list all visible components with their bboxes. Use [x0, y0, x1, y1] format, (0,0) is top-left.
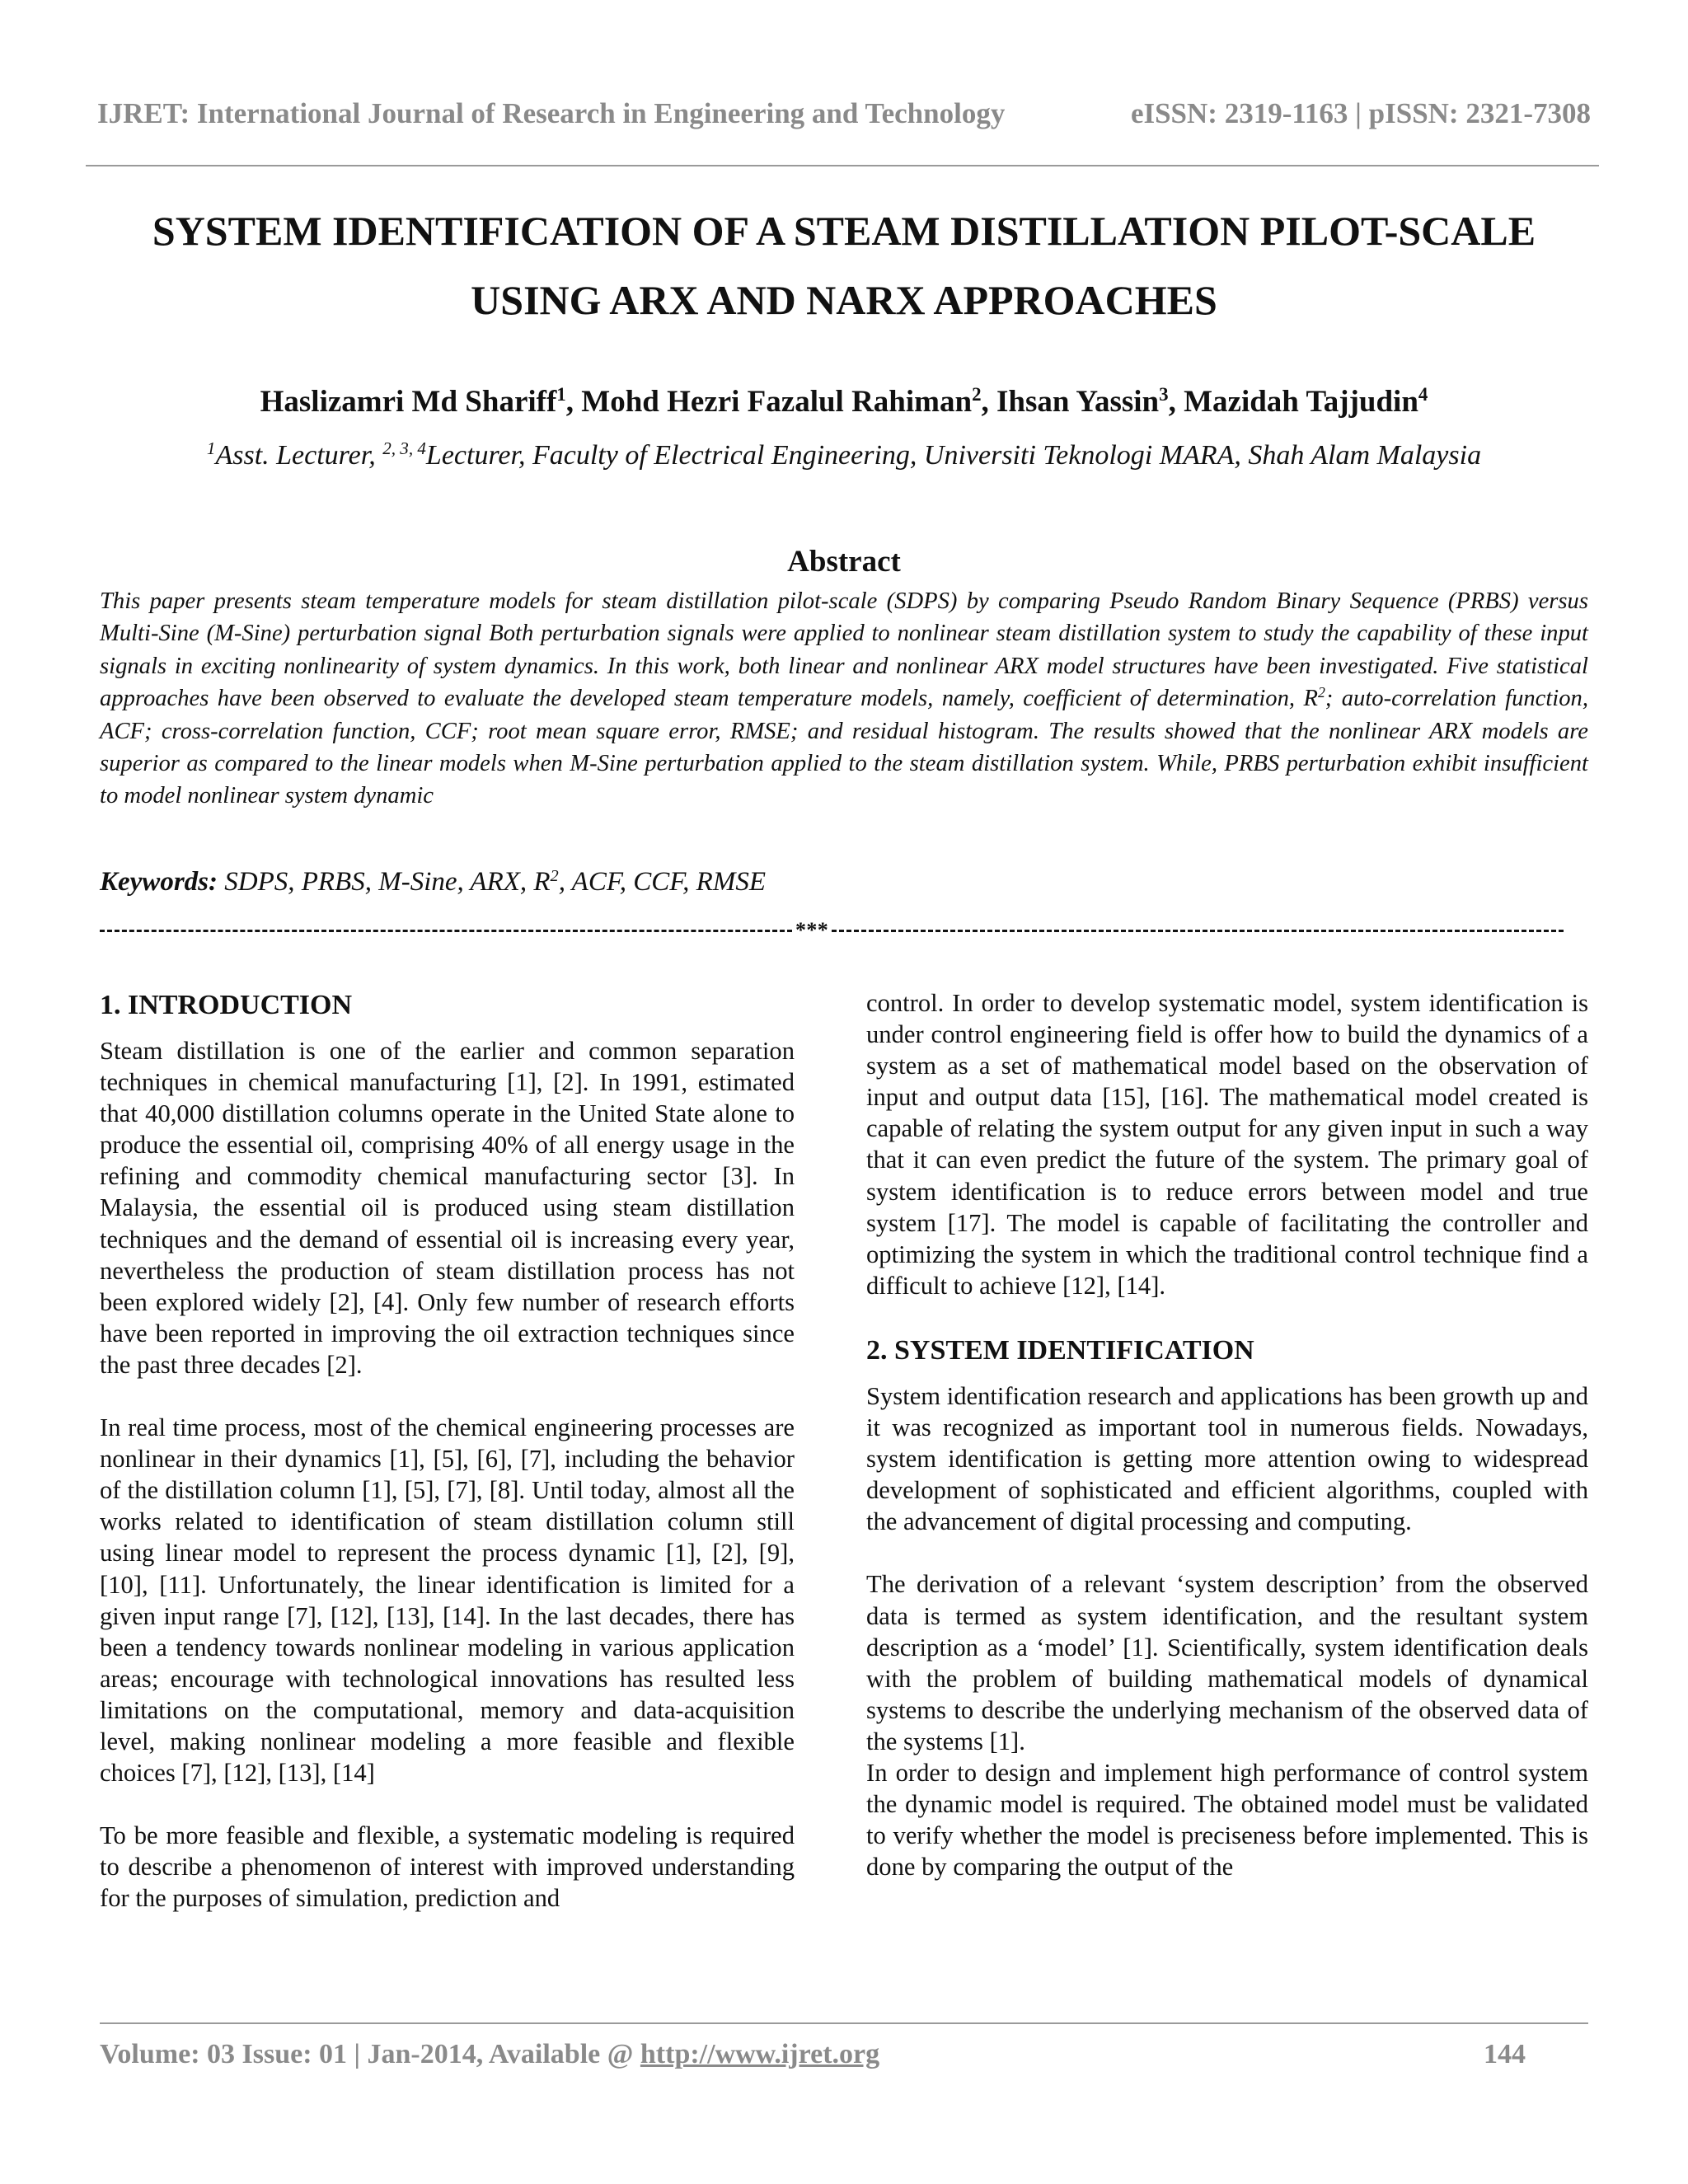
abstract-text-part: This paper presents steam temperature models for steam distillation pilot-scale (SDPS) by comparing Pseudo Random Binary Sequence (PRBS) versus Multi-Sine (M-Sine) perturbation signal Both perturbation signals were applied to nonlinear steam distillation system to study the capability of these input signals in exciting nonlinearity of system dynamics. In this work, both linear and nonlinear ARX model structures have been investigated. Five statistical approaches have been observed to evaluate the developed steam temperature models, namely, coefficient of determination, R [100, 588, 1588, 712]
author-sup: 2 [972, 384, 982, 405]
header-rule [86, 165, 1599, 166]
separator-dashes-right [832, 930, 1564, 932]
section-heading-introduction: 1. INTRODUCTION [100, 990, 353, 1020]
running-footer [100, 2039, 1526, 2070]
section-separator [100, 916, 1588, 943]
paragraph: In real time process, most of the chemical engineering processes are nonlinear in their dynamics [1], [5], [6], [7], including the behavior of the distillation column [1], [5], [7], [8]. Until today, almost all the works related to identification of steam distillation column still using linear model to represent the process dynamic [1], [2], [9], [10], [11]. Unfortunately, the linear identification is limited for a given input range [7], [12], [13], [14]. In the last decades, there has been a tendency towards nonlinear modeling in various application areas; encourage with technological innovations has resulted less limitations on the computational, memory and data-acquisition level, making nonlinear modeling a more feasible and flexible choices [7], [12], [13], [14] [100, 1413, 795, 1788]
affiliation-sup: 1 [206, 438, 216, 459]
journal-link[interactable]: http://www.ijret.org [640, 2039, 880, 2069]
author-sup: 4 [1418, 384, 1428, 405]
author-name: Ihsan Yassin [996, 385, 1160, 419]
paper-title: SYSTEM IDENTIFICATION OF A STEAM DISTILLATION PILOT-SCALE USING ARX AND NARX APPROACHES [152, 208, 1536, 323]
paragraph: The derivation of a relevant ‘system description’ from the observed data is termed as system identification, and the resultant system description as a ‘model’ [1]. Scientifically, system identification deals with the problem of building mathematical models of dynamical systems to describe the underlying mechanism of the observed data of the systems [1]. [866, 1570, 1588, 1755]
keywords-label: Keywords: [100, 867, 218, 897]
section-heading-system-identification: 2. SYSTEM IDENTIFICATION [866, 1334, 1254, 1366]
separator-dashes-left [100, 930, 792, 932]
abstract-text-part: ; auto-correlation function, ACF; cross-correlation function, CCF; root mean square error, RMSE; and residual histogram. The results showed that the nonlinear ARX models are superior as compared to the linear models when M-Sine perturbation applied to the steam distillation system. While, PRBS perturbation exhibit insufficient to model nonlinear system dynamic [100, 686, 1588, 809]
author-sup: 3 [1159, 384, 1169, 405]
author-name: Haslizamri Md Shariff [260, 385, 557, 419]
author-sup: 1 [556, 384, 566, 405]
running-header [97, 97, 1591, 130]
journal-name: IJRET: International Journal of Research in Engineering and Technology [97, 97, 1006, 129]
affiliation-sup: 2, 3, 4 [382, 438, 426, 459]
paragraph: Steam distillation is one of the earlier and common separation techniques in chemical manufacturing [1], [2]. In 1991, estimated that 40,000 distillation columns operate in the United State alone to produce the essential oil, comprising 40% of all energy usage in the refining and commodity chemical manufacturing sector [3]. In Malaysia, the essential oil is produced using steam distillation techniques and the demand of essential oil is increasing every year, nevertheless the production of steam distillation process has not been explored widely [2], [4]. Only few number of research efforts have been reported in improving the oil extraction techniques since the past three decades [2]. [100, 1037, 795, 1379]
paragraph: In order to design and implement high performance of control system the dynamic model is required. The obtained model must be validated to verify whether the model is preciseness before implemented. This is done by comparing the output of the [866, 1758, 1588, 1882]
issn: eISSN: 2319-1163 | pISSN: 2321-7308 [1130, 97, 1591, 129]
paragraph: control. In order to develop systematic model, system identification is under control engineering field is offer how to build the dynamics of a system as a set of mathematical model based on the observation of input and output data [15], [16]. The mathematical model created is capable of relating the system output for any given input in such a way that it can even predict the future of the system. The primary goal of system identification is to reduce errors between model and true system [17]. The model is capable of facilitating the controller and optimizing the system in which the traditional control technique find a difficult to achieve [12], [14]. [866, 989, 1588, 1300]
page-number: 144 [1484, 2039, 1526, 2069]
footer-rule [100, 2022, 1588, 2024]
keywords-sup: 2 [550, 866, 559, 885]
keywords [100, 867, 1588, 898]
abstract-sup: 2 [1317, 684, 1325, 701]
keywords-text: , ACF, CCF, RMSE [558, 867, 766, 897]
keywords-text: SDPS, PRBS, M-Sine, ARX, R [218, 867, 551, 897]
paragraph: To be more feasible and flexible, a systematic modeling is required to describe a phenomenon of interest with improved understanding for the purposes of simulation, prediction and [100, 1821, 795, 1913]
footer-volume: Volume: 03 Issue: 01 | Jan-2014, Available @ [100, 2039, 640, 2069]
affiliation-text: Lecturer, Faculty of Electrical Engineering, Universiti Teknologi MARA, Shah Alam Malaysia [425, 440, 1482, 471]
author-list: Haslizamri Md Shariff$^1$, Mohd Hezri Fazalul Rahiman$^2$, Ihsan Yassin$^3$, Mazidah Tajjudin$^4$ [260, 384, 1428, 419]
affiliation-role: Asst. Lecturer, [215, 440, 383, 471]
affiliation [91, 440, 1597, 471]
abstract-heading: Abstract [787, 545, 901, 579]
author-name: Mazidah Tajjudin [1184, 385, 1418, 419]
abstract-text [100, 585, 1588, 813]
paragraph: System identification research and applications has been growth up and it was recognized as important tool in numerous fields. Nowadays, system identification is getting more attention owing to widespread development of sophisticated and efficient algorithms, coupled with the advancement of digital processing and computing. [866, 1381, 1588, 1536]
right-column [866, 987, 1588, 1882]
author-name: Mohd Hezri Fazalul Rahiman [581, 385, 973, 419]
separator-stars: *** [795, 918, 829, 943]
left-column [100, 987, 795, 1914]
